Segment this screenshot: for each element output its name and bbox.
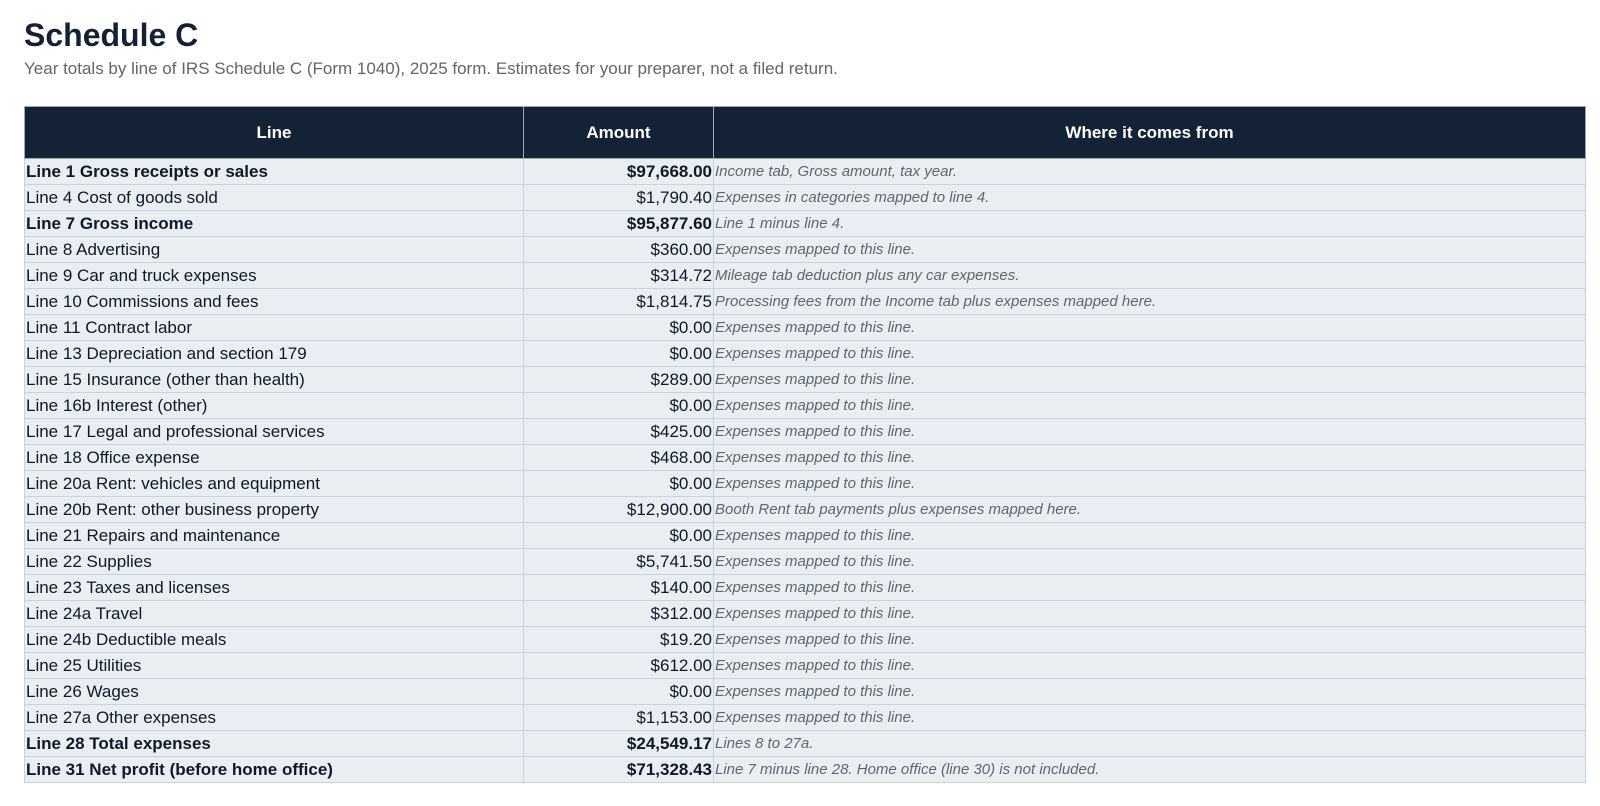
table-row: [25, 705, 1586, 731]
amount-cell: $425.00: [524, 419, 714, 445]
amount-cell: $5,741.50: [524, 549, 714, 575]
line-cell: Line 26 Wages: [25, 679, 524, 705]
table-row: [25, 159, 1586, 185]
column-header-line: Line: [25, 107, 524, 159]
amount-cell: $24,549.17: [524, 731, 714, 757]
source-cell: Expenses mapped to this line.: [714, 549, 1586, 575]
source-cell: Expenses mapped to this line.: [714, 315, 1586, 341]
line-cell: Line 18 Office expense: [25, 445, 524, 471]
table-row: [25, 445, 1586, 471]
column-header-source: Where it comes from: [714, 107, 1586, 159]
source-cell: Expenses mapped to this line.: [714, 523, 1586, 549]
table-row: [25, 419, 1586, 445]
source-cell: Booth Rent tab payments plus expenses mapped here.: [714, 497, 1586, 523]
source-cell: Processing fees from the Income tab plus expenses mapped here.: [714, 289, 1586, 315]
table-row: [25, 575, 1586, 601]
table-row: [25, 393, 1586, 419]
line-cell: Line 10 Commissions and fees: [25, 289, 524, 315]
amount-cell: $140.00: [524, 575, 714, 601]
line-cell: Line 15 Insurance (other than health): [25, 367, 524, 393]
amount-cell: $1,814.75: [524, 289, 714, 315]
amount-cell: $19.20: [524, 627, 714, 653]
table-row: [25, 549, 1586, 575]
page-title: Schedule C: [24, 17, 199, 53]
amount-cell: $0.00: [524, 471, 714, 497]
table-row: [25, 263, 1586, 289]
amount-cell: $312.00: [524, 601, 714, 627]
line-cell: Line 24a Travel: [25, 601, 524, 627]
amount-cell: $0.00: [524, 393, 714, 419]
table-row: [25, 471, 1586, 497]
line-cell: Line 28 Total expenses: [25, 731, 524, 757]
line-cell: Line 27a Other expenses: [25, 705, 524, 731]
source-cell: Expenses mapped to this line.: [714, 627, 1586, 653]
amount-cell: $1,153.00: [524, 705, 714, 731]
amount-cell: $0.00: [524, 341, 714, 367]
table-row: [25, 601, 1586, 627]
source-cell: Expenses mapped to this line.: [714, 445, 1586, 471]
table-row: [25, 497, 1586, 523]
line-cell: Line 24b Deductible meals: [25, 627, 524, 653]
amount-cell: $289.00: [524, 367, 714, 393]
source-cell: Line 1 minus line 4.: [714, 211, 1586, 237]
table-row: [25, 653, 1586, 679]
source-cell: Expenses mapped to this line.: [714, 601, 1586, 627]
amount-cell: $71,328.43: [524, 757, 714, 783]
source-cell: Lines 8 to 27a.: [714, 731, 1586, 757]
table-row: [25, 757, 1586, 783]
source-cell: Expenses mapped to this line.: [714, 705, 1586, 731]
line-cell: Line 17 Legal and professional services: [25, 419, 524, 445]
amount-cell: $95,877.60: [524, 211, 714, 237]
line-cell: Line 7 Gross income: [25, 211, 524, 237]
page-subtitle: Year totals by line of IRS Schedule C (Form 1040), 2025 form. Estimates for your preparer, not a filed return.: [24, 59, 838, 78]
table-row: [25, 627, 1586, 653]
source-cell: Expenses mapped to this line.: [714, 419, 1586, 445]
source-cell: Expenses mapped to this line.: [714, 341, 1586, 367]
table-row: [25, 367, 1586, 393]
source-cell: Mileage tab deduction plus any car expenses.: [714, 263, 1586, 289]
column-header-amount: Amount: [524, 107, 714, 159]
amount-cell: $12,900.00: [524, 497, 714, 523]
amount-cell: $360.00: [524, 237, 714, 263]
line-cell: Line 31 Net profit (before home office): [25, 757, 524, 783]
amount-cell: $612.00: [524, 653, 714, 679]
source-cell: Expenses mapped to this line.: [714, 653, 1586, 679]
source-cell: Expenses mapped to this line.: [714, 367, 1586, 393]
source-cell: Expenses mapped to this line.: [714, 237, 1586, 263]
line-cell: Line 16b Interest (other): [25, 393, 524, 419]
line-cell: Line 23 Taxes and licenses: [25, 575, 524, 601]
line-cell: Line 21 Repairs and maintenance: [25, 523, 524, 549]
line-cell: Line 9 Car and truck expenses: [25, 263, 524, 289]
line-cell: Line 25 Utilities: [25, 653, 524, 679]
source-cell: Expenses mapped to this line.: [714, 679, 1586, 705]
source-cell: Expenses in categories mapped to line 4.: [714, 185, 1586, 211]
line-cell: Line 8 Advertising: [25, 237, 524, 263]
amount-cell: $0.00: [524, 523, 714, 549]
amount-cell: $0.00: [524, 315, 714, 341]
table-row: [25, 315, 1586, 341]
line-cell: Line 20a Rent: vehicles and equipment: [25, 471, 524, 497]
table-row: [25, 211, 1586, 237]
source-cell: Income tab, Gross amount, tax year.: [714, 159, 1586, 185]
table-row: [25, 523, 1586, 549]
table-row: [25, 237, 1586, 263]
source-cell: Expenses mapped to this line.: [714, 471, 1586, 497]
schedule-c-table: [24, 106, 1586, 783]
source-cell: Expenses mapped to this line.: [714, 575, 1586, 601]
line-cell: Line 20b Rent: other business property: [25, 497, 524, 523]
table-row: [25, 341, 1586, 367]
line-cell: Line 4 Cost of goods sold: [25, 185, 524, 211]
table-body: [25, 159, 1586, 783]
table-row: [25, 289, 1586, 315]
table-header-row: [25, 107, 1586, 159]
table-row: [25, 185, 1586, 211]
table-row: [25, 731, 1586, 757]
amount-cell: $1,790.40: [524, 185, 714, 211]
amount-cell: $468.00: [524, 445, 714, 471]
amount-cell: $97,668.00: [524, 159, 714, 185]
source-cell: Expenses mapped to this line.: [714, 393, 1586, 419]
source-cell: Line 7 minus line 28. Home office (line 30) is not included.: [714, 757, 1586, 783]
table-row: [25, 679, 1586, 705]
line-cell: Line 11 Contract labor: [25, 315, 524, 341]
line-cell: Line 22 Supplies: [25, 549, 524, 575]
line-cell: Line 13 Depreciation and section 179: [25, 341, 524, 367]
amount-cell: $314.72: [524, 263, 714, 289]
line-cell: Line 1 Gross receipts or sales: [25, 159, 524, 185]
amount-cell: $0.00: [524, 679, 714, 705]
